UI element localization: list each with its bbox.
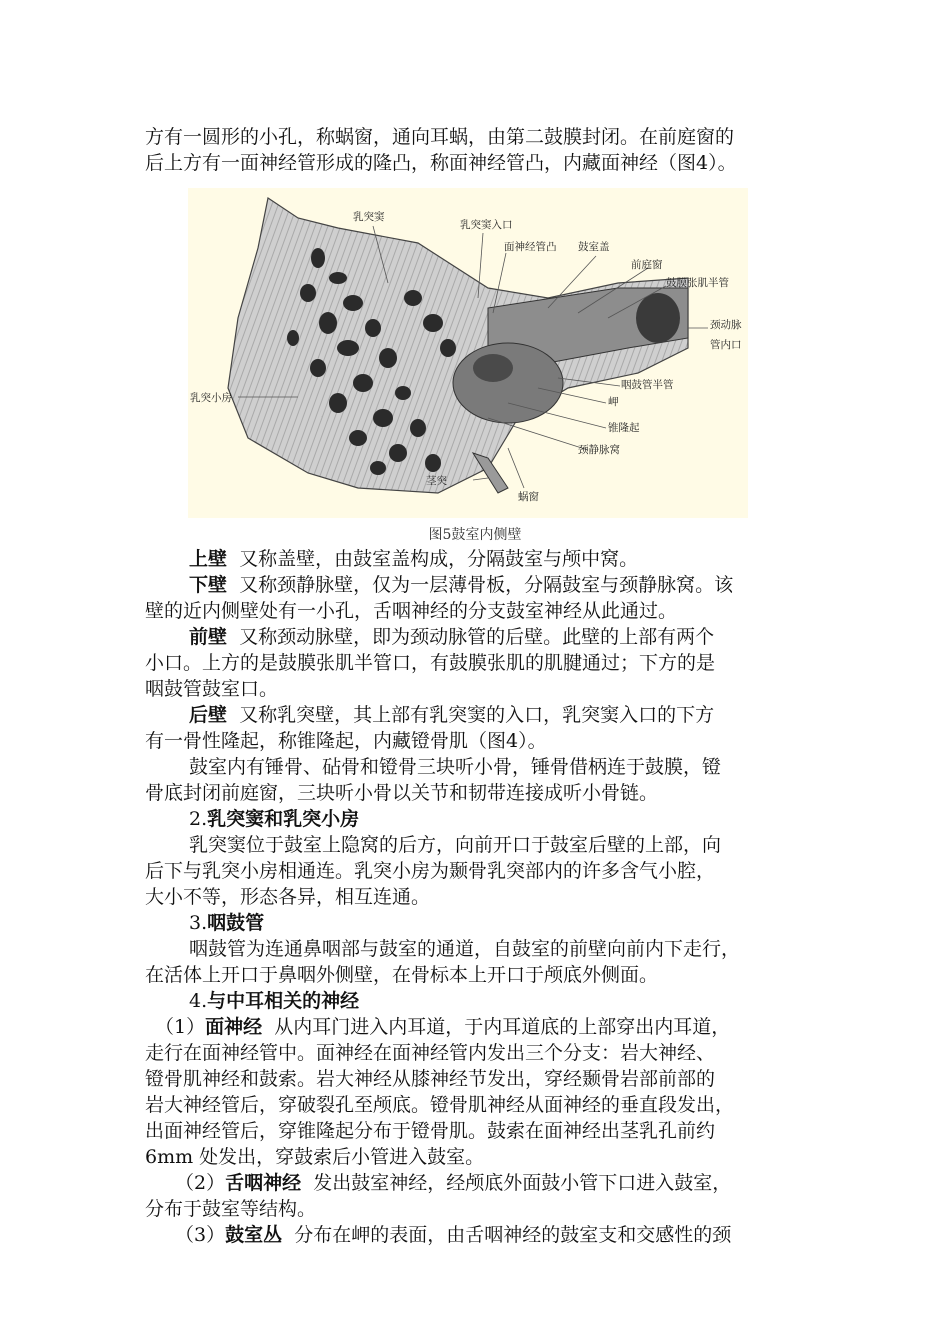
item-title: 舌咽神经 xyxy=(225,1172,302,1194)
section-3-paragraph xyxy=(145,936,810,988)
text-line: 岩大神经管后，穿破裂孔至颅底。镫骨肌神经从面神经的垂直段发出， xyxy=(145,1094,735,1116)
label-tube-canal: 咽鼓管半管 xyxy=(621,379,674,391)
wall-title: 上壁 xyxy=(189,548,228,570)
section-number: 4. xyxy=(189,990,208,1012)
label-jugular-fossa: 颈静脉窝 xyxy=(578,444,620,456)
label-oval-window: 前庭窗 xyxy=(631,259,663,271)
label-carotid-2: 管内口 xyxy=(710,339,742,351)
nerve-item-facial xyxy=(145,1014,810,1170)
item-number: （3） xyxy=(175,1224,226,1246)
tympanic-medial-wall-illustration xyxy=(188,188,748,518)
item-title: 鼓室丛 xyxy=(225,1224,283,1246)
text-line: 又称盖壁，由鼓室盖构成，分隔鼓室与颅中窝。 xyxy=(239,548,639,570)
text-line: 从内耳门进入内耳道，于内耳道底的上部穿出内耳道， xyxy=(274,1016,731,1038)
label-mastoid-antrum: 乳突窦 xyxy=(353,211,385,223)
text-line: 6mm 处发出，穿鼓索后小管进入鼓室。 xyxy=(145,1146,485,1168)
figure-caption: 图5鼓室内侧壁 xyxy=(428,527,522,543)
section-3-heading xyxy=(145,910,810,936)
wall-title: 后壁 xyxy=(189,704,228,726)
text-line: 方有一圆形的小孔，称蜗窗，通向耳蜗，由第二鼓膜封闭。在前庭窗的 xyxy=(145,126,735,148)
text-line: 又称乳突壁，其上部有乳突窦的入口，乳突窦入口的下方 xyxy=(239,704,715,726)
text-line: 乳突窦位于鼓室上隐窝的后方，向前开口于鼓室后壁的上部，向 xyxy=(189,834,722,856)
text-line: 又称颈动脉壁，即为颈动脉管的后壁。此壁的上部有两个 xyxy=(239,626,715,648)
section-number: 3. xyxy=(189,912,208,934)
label-mastoid-cells: 乳突小房 xyxy=(190,392,232,404)
section-title: 与中耳相关的神经 xyxy=(207,990,360,1012)
label-pyramid: 锥隆起 xyxy=(608,422,640,434)
wall-upper xyxy=(145,546,810,572)
label-round-window: 蜗窗 xyxy=(518,491,539,503)
text-line: 后下与乳突小房相通连。乳突小房为颞骨乳突部内的许多含气小腔， xyxy=(145,860,716,882)
text-line: 在活体上开口于鼻咽外侧壁，在骨标本上开口于颅底外侧面。 xyxy=(145,964,659,986)
text-line: 走行在面神经管中。面神经在面神经管内发出三个分支：岩大神经、 xyxy=(145,1042,716,1064)
ossicles-paragraph xyxy=(145,754,810,806)
section-number: 2. xyxy=(189,808,208,830)
nerve-item-glossopharyngeal xyxy=(145,1170,810,1222)
text-line: 后上方有一面神经管形成的隆凸，称面神经管凸，内藏面神经（图4）。 xyxy=(145,152,737,174)
text-line: 发出鼓室神经，经颅底外面鼓小管下口进入鼓室， xyxy=(313,1172,732,1194)
item-number: （2） xyxy=(175,1172,226,1194)
text-line: 又称颈静脉壁，仅为一层薄骨板，分隔鼓室与颈静脉窝。该 xyxy=(239,574,734,596)
text-line: 出面神经管后，穿锥隆起分布于镫骨肌。鼓索在面神经出茎乳孔前约 xyxy=(145,1120,716,1142)
text-line: 镫骨肌神经和鼓索。岩大神经从膝神经节发出，穿经颞骨岩部前部的 xyxy=(145,1068,716,1090)
text-line: 分布在岬的表面，由舌咽神经的鼓室支和交感性的颈 xyxy=(294,1224,732,1246)
text-line: 壁的近内侧壁处有一小孔，舌咽神经的分支鼓室神经从此通过。 xyxy=(145,600,678,622)
nerve-item-plexus xyxy=(145,1222,810,1248)
text-line: 咽鼓管鼓室口。 xyxy=(145,678,279,700)
text-line: 咽鼓管为连通鼻咽部与鼓室的通道，自鼓室的前壁向前内下走行， xyxy=(189,938,741,960)
section-4-heading xyxy=(145,988,810,1014)
wall-back xyxy=(145,702,810,754)
text-line: 分布于鼓室等结构。 xyxy=(145,1198,317,1220)
section-2-paragraph xyxy=(145,832,810,910)
section-title: 乳突窦和乳突小房 xyxy=(207,808,360,830)
text-line: 小口。上方的是鼓膜张肌半管口，有鼓膜张肌的肌腱通过；下方的是 xyxy=(145,652,716,674)
label-tensor-canal: 鼓膜张肌半管 xyxy=(666,277,729,289)
section-title: 咽鼓管 xyxy=(207,912,265,934)
wall-title: 下壁 xyxy=(189,574,228,596)
label-carotid-1: 颈动脉 xyxy=(710,319,742,331)
text-line: 大小不等，形态各异，相互连通。 xyxy=(145,886,431,908)
item-number: （1） xyxy=(155,1016,206,1038)
item-title: 面神经 xyxy=(205,1016,263,1038)
label-promontory: 岬 xyxy=(608,396,619,408)
intro-paragraph xyxy=(145,124,810,176)
anatomy-figure xyxy=(188,188,748,518)
wall-lower xyxy=(145,572,810,624)
label-facial-prominence: 面神经管凸 xyxy=(504,241,557,253)
text-line: 骨底封闭前庭窗，三块听小骨以关节和韧带连接成听小骨链。 xyxy=(145,782,659,804)
text-line: 有一骨性隆起，称锥隆起，内藏镫骨肌（图4）。 xyxy=(145,730,547,752)
text-line: 鼓室内有锤骨、砧骨和镫骨三块听小骨，锤骨借柄连于鼓膜，镫 xyxy=(189,756,722,778)
label-tegmen: 鼓室盖 xyxy=(578,241,610,253)
label-antrum-entrance: 乳突窦入口 xyxy=(460,219,513,231)
section-2-heading xyxy=(145,806,810,832)
label-styloid: 茎突 xyxy=(426,475,447,487)
wall-front xyxy=(145,624,810,702)
wall-title: 前壁 xyxy=(189,626,228,648)
